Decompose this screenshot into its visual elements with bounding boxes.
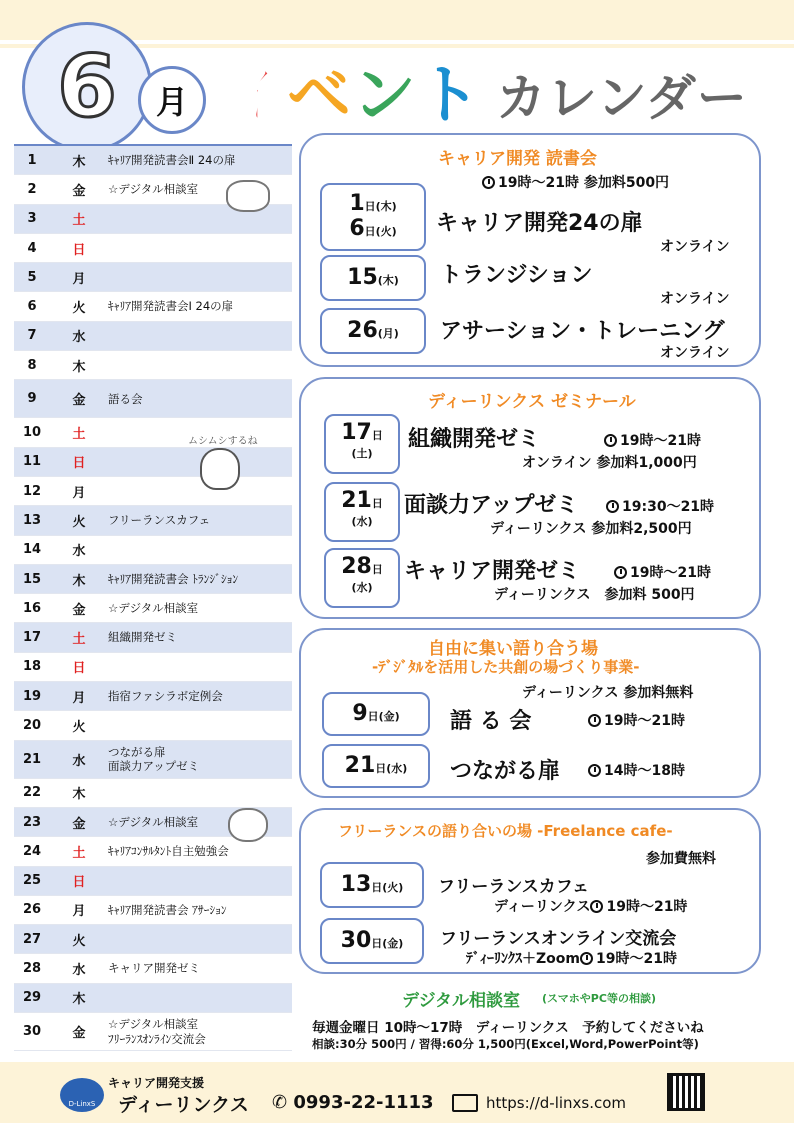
calendar-event: ｷｬﾘｱ開発読書会 ﾄﾗﾝｼﾞｼｮﾝ [108, 571, 239, 586]
date-box: 9日(金) [322, 692, 430, 736]
calendar-event: 語る会 [108, 391, 143, 406]
clock-icon [588, 714, 601, 727]
event-title: 面談力アップゼミ [404, 493, 579, 518]
calendar-day: 22 [22, 785, 42, 801]
month-suffix: 月 [138, 66, 206, 134]
calendar-row [14, 594, 292, 623]
calendar-row [14, 448, 292, 477]
event-title: 語 る 会 [450, 709, 532, 734]
digital-schedule: 毎週金曜日 10時～17時 ディーリンクス 予約してくださいね [312, 1020, 704, 1036]
org-logo-icon: D-LinxS [60, 1078, 104, 1112]
calendar-event: ｷｬﾘｱ開発読書会Ⅱ 24の扉 [108, 152, 236, 167]
date-box: 21日 (水) [324, 482, 400, 542]
calendar-day: 17 [22, 630, 42, 646]
calendar-weekday: 火 [72, 719, 86, 735]
calendar-row [14, 711, 292, 740]
calendar-weekday: 木 [72, 992, 86, 1008]
calendar-day: 3 [27, 211, 37, 227]
event-info: オンライン 参加料1,000円 [522, 455, 697, 471]
calendar-row [14, 779, 292, 808]
monitor-icon [452, 1094, 478, 1112]
calendar-row [14, 380, 292, 418]
event-venue: オンライン [660, 239, 730, 255]
dialogue-heading: 自由に集い語り合う場 [428, 639, 598, 659]
calendar-day: 29 [22, 990, 42, 1006]
calendar-row [14, 536, 292, 565]
reading-club-heading: キャリア開発 読書会 [438, 149, 597, 169]
calendar-day: 13 [22, 512, 42, 528]
digital-prices: 相談:30分 500円 / 習得:60分 1,500円(Excel,Word,PowerPoint等) [312, 1037, 699, 1051]
calendar-day: 28 [22, 961, 42, 977]
calendar-day: 15 [22, 571, 42, 587]
calendar-day: 14 [22, 542, 42, 558]
calendar-weekday: 日 [72, 661, 86, 677]
calendar-row [14, 234, 292, 263]
calendar-row [14, 653, 292, 682]
calendar-day: 2 [27, 181, 37, 197]
calendar-weekday: 水 [72, 963, 86, 979]
calendar-row [14, 896, 292, 925]
cat-caption: ムシムシするね [188, 436, 258, 447]
date-box: 30日(金) [320, 918, 424, 964]
event-title: フリーランスカフェ [438, 877, 589, 897]
reading-club-info: 19時～21時 参加料500円 [482, 172, 669, 192]
calendar-day: 21 [22, 751, 42, 767]
seminar-heading: ディーリンクス ゼミナール [428, 392, 636, 412]
event-title: トランジション [440, 263, 593, 288]
date-box: 15(木) [320, 255, 426, 301]
calendar-weekday: 水 [72, 544, 86, 560]
calendar-day: 24 [22, 843, 42, 859]
phone[interactable]: ✆ 0993-22-1113 [272, 1092, 434, 1113]
calendar-row [14, 506, 292, 535]
clock-icon [606, 500, 619, 513]
calendar-weekday: 金 [72, 1026, 86, 1042]
calendar-day: 23 [22, 814, 42, 830]
clock-icon [614, 566, 627, 579]
calendar-event: ｷｬﾘｱ開発読書会Ⅰ 24の扉 [108, 299, 234, 314]
calendar-row [14, 263, 292, 292]
calendar-event: ☆デジタル相談室 ﾌﾘｰﾗﾝｽｵﾝﾗｲﾝ交流会 [108, 1017, 206, 1046]
calendar-row [14, 867, 292, 896]
calendar-weekday: 火 [72, 933, 86, 949]
calendar-day: 9 [27, 391, 37, 407]
org-subtitle: キャリア開発支援 [108, 1076, 205, 1090]
clock-icon [590, 900, 603, 913]
event-title: キャリア開発24の扉 [436, 211, 643, 236]
event-time: 19時～21時 [588, 710, 685, 730]
calendar-weekday: 土 [72, 427, 86, 443]
date-box: 26(月) [320, 308, 426, 354]
calendar-day: 20 [22, 717, 42, 733]
calendar-row [14, 351, 292, 380]
calendar-day: 26 [22, 902, 42, 918]
title-sub: カレンダー [496, 69, 748, 127]
calendar-weekday: 月 [72, 271, 86, 287]
calendar-day: 4 [27, 240, 37, 256]
calendar-event: ｷｬﾘｱｺﾝｻﾙﾀﾝﾄ自主勉強会 [108, 844, 229, 859]
calendar-day: 18 [22, 659, 42, 675]
calendar-day: 10 [22, 425, 42, 441]
calendar-event: 組織開発ゼミ [108, 630, 177, 645]
calendar-weekday: 木 [72, 154, 86, 170]
calendar-weekday: 木 [72, 573, 86, 589]
date-box: 1日(木) 6日(火) [320, 183, 426, 251]
clock-icon [588, 764, 601, 777]
calendar-list [14, 146, 292, 1051]
calendar-weekday: 火 [72, 301, 86, 317]
title-char-3: ン [352, 59, 417, 133]
event-info: ディーリンクス 19時～21時 [494, 899, 688, 915]
clock-icon [482, 176, 495, 189]
calendar-row [14, 741, 292, 779]
calendar-row [14, 623, 292, 652]
calendar-day: 1 [27, 152, 37, 168]
event-title: 組織開発ゼミ [408, 427, 541, 452]
calendar-event: つながる扉 面談力アップゼミ [108, 744, 200, 774]
calendar-day: 12 [22, 483, 42, 499]
calendar-weekday: 土 [72, 632, 86, 648]
calendar-day: 16 [22, 600, 42, 616]
calendar-weekday: 月 [72, 904, 86, 920]
title-char-2: ベ [287, 59, 352, 133]
calendar-day: 27 [22, 931, 42, 947]
event-time: 19:30～21時 [606, 496, 714, 516]
cat-illustration-icon [200, 448, 240, 490]
event-info: ディーリンクス 参加料 500円 [494, 587, 695, 603]
freelance-heading: フリーランスの語り合いの場 -Freelance cafe- [338, 822, 673, 840]
event-title: フリーランスオンライン交流会 [440, 929, 677, 949]
phone-icon: ✆ [272, 1092, 288, 1113]
dialogue-subheading: -ﾃﾞｼﾞﾀﾙを活用した共創の場づくり事業- [372, 658, 640, 676]
event-time: 14時～18時 [588, 760, 685, 780]
calendar-weekday: 木 [72, 787, 86, 803]
calendar-event: キャリア開発ゼミ [108, 961, 200, 976]
date-box: 17日 (土) [324, 414, 400, 474]
event-info: ディーリンクス 参加料2,500円 [490, 521, 692, 537]
calendar-weekday: 金 [72, 816, 86, 832]
calendar-weekday: 木 [72, 359, 86, 375]
calendar-weekday: 水 [72, 753, 86, 769]
event-title: キャリア開発ゼミ [404, 559, 581, 584]
event-time: 19時～21時 [614, 562, 711, 582]
calendar-event: 指宿ファシラボ定例会 [108, 689, 223, 703]
calendar-weekday: 土 [72, 845, 86, 861]
month-number: 6 [22, 22, 152, 152]
calendar-weekday: 金 [72, 393, 86, 409]
calendar-day: 19 [22, 688, 42, 704]
calendar-row [14, 322, 292, 351]
title-char-1: イ [222, 59, 287, 133]
event-time: 19時～21時 [604, 430, 701, 450]
calendar-row [14, 1013, 292, 1051]
calendar-day: 8 [27, 357, 37, 373]
calendar-row [14, 984, 292, 1013]
calendar-row [14, 565, 292, 594]
calendar-row [14, 477, 292, 506]
calendar-row [14, 682, 292, 711]
calendar-weekday: 月 [72, 690, 86, 706]
cat-laptop-icon [226, 180, 270, 212]
digital-note: (スマホやPC等の相談) [542, 992, 656, 1005]
title-char-4: ト [417, 59, 482, 133]
date-box: 13日(火) [320, 862, 424, 908]
calendar-event: ☆デジタル相談室 [108, 814, 199, 829]
org-name: ディーリンクス [118, 1094, 249, 1116]
calendar-event: ☆デジタル相談室 [108, 601, 199, 616]
website-link[interactable]: https://d-linxs.com [486, 1094, 627, 1112]
date-box: 21日(水) [322, 744, 430, 788]
event-title: つながる扉 [450, 759, 561, 784]
calendar-weekday: 日 [72, 456, 86, 472]
dialogue-info: ディーリンクス 参加料無料 [522, 685, 694, 701]
event-venue: オンライン [660, 345, 730, 361]
calendar-row [14, 146, 292, 175]
qr-code-icon[interactable] [667, 1073, 705, 1111]
event-title: アサーション・トレーニング [440, 319, 725, 344]
calendar-day: 30 [22, 1024, 42, 1040]
clock-icon [580, 952, 593, 965]
date-box: 28日 (水) [324, 548, 400, 608]
digital-title: デジタル相談室 [402, 991, 520, 1011]
calendar-weekday: 日 [72, 875, 86, 891]
calendar-weekday: 金 [72, 183, 86, 199]
calendar-event: フリーランスカフェ [108, 513, 211, 528]
calendar-weekday: 日 [72, 242, 86, 258]
cat-phone-icon [228, 808, 268, 842]
calendar-weekday: 月 [72, 485, 86, 501]
calendar-day: 5 [27, 269, 37, 285]
calendar-row [14, 925, 292, 954]
calendar-weekday: 金 [72, 602, 86, 618]
page-title [222, 44, 748, 136]
calendar-day: 25 [22, 873, 42, 889]
calendar-day: 11 [22, 454, 42, 470]
calendar-weekday: 火 [72, 514, 86, 530]
calendar-event: ｷｬﾘｱ開発読書会 ｱｻｰｼｮﾝ [108, 902, 227, 917]
calendar-day: 6 [27, 299, 37, 315]
event-venue: オンライン [660, 291, 730, 307]
calendar-day: 7 [27, 328, 37, 344]
calendar-event: ☆デジタル相談室 [108, 182, 199, 197]
calendar-weekday: 水 [72, 330, 86, 346]
calendar-weekday: 土 [72, 213, 86, 229]
clock-icon [604, 434, 617, 447]
calendar-row [14, 954, 292, 983]
calendar-row [14, 292, 292, 321]
freelance-info: 参加費無料 [646, 851, 716, 867]
event-info: ﾃﾞｨｰﾘﾝｸｽ＋Zoom 19時～21時 [466, 951, 677, 967]
